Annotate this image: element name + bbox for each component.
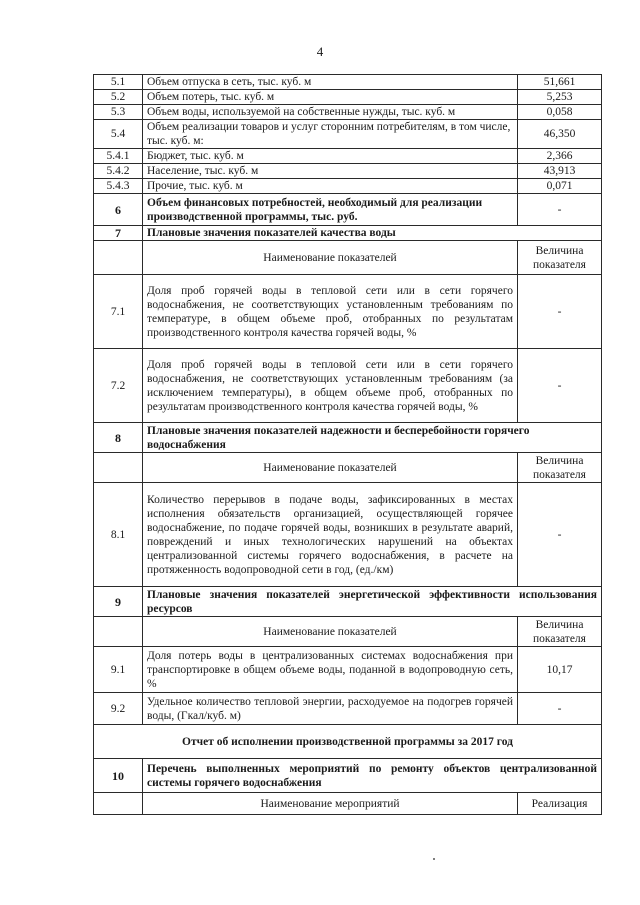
column-header-row xyxy=(94,241,602,275)
row-text: Удельное количество тепловой энергии, расходуемое на подогрев горячей воды, (Гкал/куб. м) xyxy=(143,693,518,725)
row-number: 9.1 xyxy=(94,647,143,693)
row-text: Население, тыс. куб. м xyxy=(143,164,518,179)
row-text: Количество перерывов в подаче воды, зафиксированных в местах исполнения обязательств организацией, осуществляющей горячее водоснабжение, по подаче горячей воды, возникших в результате аварий, повреждений и иных технологических нарушений на объектах централизованной системы горячего водоснабжения, в расчете на протяженность водопроводной сети в год, (ед./км) xyxy=(143,483,518,587)
table-row xyxy=(94,105,602,120)
row-text: Доля потерь воды в централизованных системах водоснабжения при транспортировке в общем объеме воды, поданной в водопроводную сеть, % xyxy=(143,647,518,693)
row-number: 5.4.3 xyxy=(94,179,143,194)
section-title: Плановые значения показателей энергетической эффективности использования ресурсов xyxy=(143,587,602,617)
row-value: - xyxy=(518,349,602,423)
section-title: Плановые значения показателей качества воды xyxy=(143,226,602,241)
empty-cell xyxy=(94,241,143,275)
row-value: - xyxy=(518,483,602,587)
row-number: 5.3 xyxy=(94,105,143,120)
row-text: Объем финансовых потребностей, необходимый для реализации производственной программы, тыс. руб. xyxy=(143,194,518,226)
table-row xyxy=(94,75,602,90)
row-text: Объем потерь, тыс. куб. м xyxy=(143,90,518,105)
table-row xyxy=(94,275,602,349)
section-number: 7 xyxy=(94,226,143,241)
row-text: Объем реализации товаров и услуг сторонним потребителям, в том числе, тыс. куб. м: xyxy=(143,120,518,149)
section-number: 10 xyxy=(94,759,143,793)
row-value: - xyxy=(518,194,602,226)
column-header-row xyxy=(94,793,602,815)
column-header-row xyxy=(94,453,602,483)
empty-cell xyxy=(94,453,143,483)
row-text: Доля проб горячей воды в тепловой сети или в сети горячего водоснабжения, не соответствующих установленным требованиям по температуре, в общем объеме проб, отобранных по результатам производственного контроля качества горячей воды, % xyxy=(143,275,518,349)
row-value: 0,058 xyxy=(518,105,602,120)
row-number: 6 xyxy=(94,194,143,226)
empty-cell xyxy=(94,617,143,647)
table-row xyxy=(94,164,602,179)
row-value: - xyxy=(518,275,602,349)
table-row xyxy=(94,647,602,693)
row-number: 5.4 xyxy=(94,120,143,149)
column-header-row xyxy=(94,617,602,647)
column-header-value: Величина показателя xyxy=(518,617,602,647)
production-program-table xyxy=(93,74,602,815)
row-value: 5,253 xyxy=(518,90,602,105)
column-header-name: Наименование показателей xyxy=(143,453,518,483)
table-row xyxy=(94,483,602,587)
section-header-row xyxy=(94,587,602,617)
section-title: Плановые значения показателей надежности и бесперебойности горячего водоснабжения xyxy=(143,423,602,453)
row-text: Объем отпуска в сеть, тыс. куб. м xyxy=(143,75,518,90)
page-number: 4 xyxy=(316,44,324,59)
row-number: 5.4.1 xyxy=(94,149,143,164)
row-number: 5.4.2 xyxy=(94,164,143,179)
column-header-value: Величина показателя xyxy=(518,241,602,275)
row-text: Объем воды, используемой на собственные нужды, тыс. куб. м xyxy=(143,105,518,120)
column-header-name: Наименование мероприятий xyxy=(143,793,518,815)
row-text: Доля проб горячей воды в тепловой сети или в сети горячего водоснабжения, не соответствующих установленным требованиям (за исключением температуры), в общем объеме проб, отобранных по результатам производственного контроля качества горячей воды, % xyxy=(143,349,518,423)
row-value: 10,17 xyxy=(518,647,602,693)
row-number: 9.2 xyxy=(94,693,143,725)
row-value: 43,913 xyxy=(518,164,602,179)
section-header-row xyxy=(94,759,602,793)
row-text: Прочие, тыс. куб. м xyxy=(143,179,518,194)
table-row xyxy=(94,120,602,149)
table-row xyxy=(94,693,602,725)
row-value: 0,071 xyxy=(518,179,602,194)
report-title: Отчет об исполнении производственной программы за 2017 год xyxy=(94,725,602,759)
report-title-row xyxy=(94,725,602,759)
row-number: 5.1 xyxy=(94,75,143,90)
section-title: Перечень выполненных мероприятий по ремонту объектов централизованной системы горячего водоснабжения xyxy=(143,759,602,793)
row-value: 51,661 xyxy=(518,75,602,90)
row-value: 2,366 xyxy=(518,149,602,164)
row-number: 7.2 xyxy=(94,349,143,423)
section-header-row xyxy=(94,423,602,453)
row-value: 46,350 xyxy=(518,120,602,149)
table-row xyxy=(94,179,602,194)
row-text: Бюджет, тыс. куб. м xyxy=(143,149,518,164)
table-row xyxy=(94,194,602,226)
table-row xyxy=(94,349,602,423)
row-number: 7.1 xyxy=(94,275,143,349)
section-header-row xyxy=(94,226,602,241)
column-header-value: Величина показателя xyxy=(518,453,602,483)
column-header-value: Реализация xyxy=(518,793,602,815)
scan-speck xyxy=(433,858,435,860)
row-number: 5.2 xyxy=(94,90,143,105)
section-number: 8 xyxy=(94,423,143,453)
table-row xyxy=(94,149,602,164)
row-value: - xyxy=(518,693,602,725)
section-number: 9 xyxy=(94,587,143,617)
row-number: 8.1 xyxy=(94,483,143,587)
table-row xyxy=(94,90,602,105)
empty-cell xyxy=(94,793,143,815)
column-header-name: Наименование показателей xyxy=(143,617,518,647)
column-header-name: Наименование показателей xyxy=(143,241,518,275)
